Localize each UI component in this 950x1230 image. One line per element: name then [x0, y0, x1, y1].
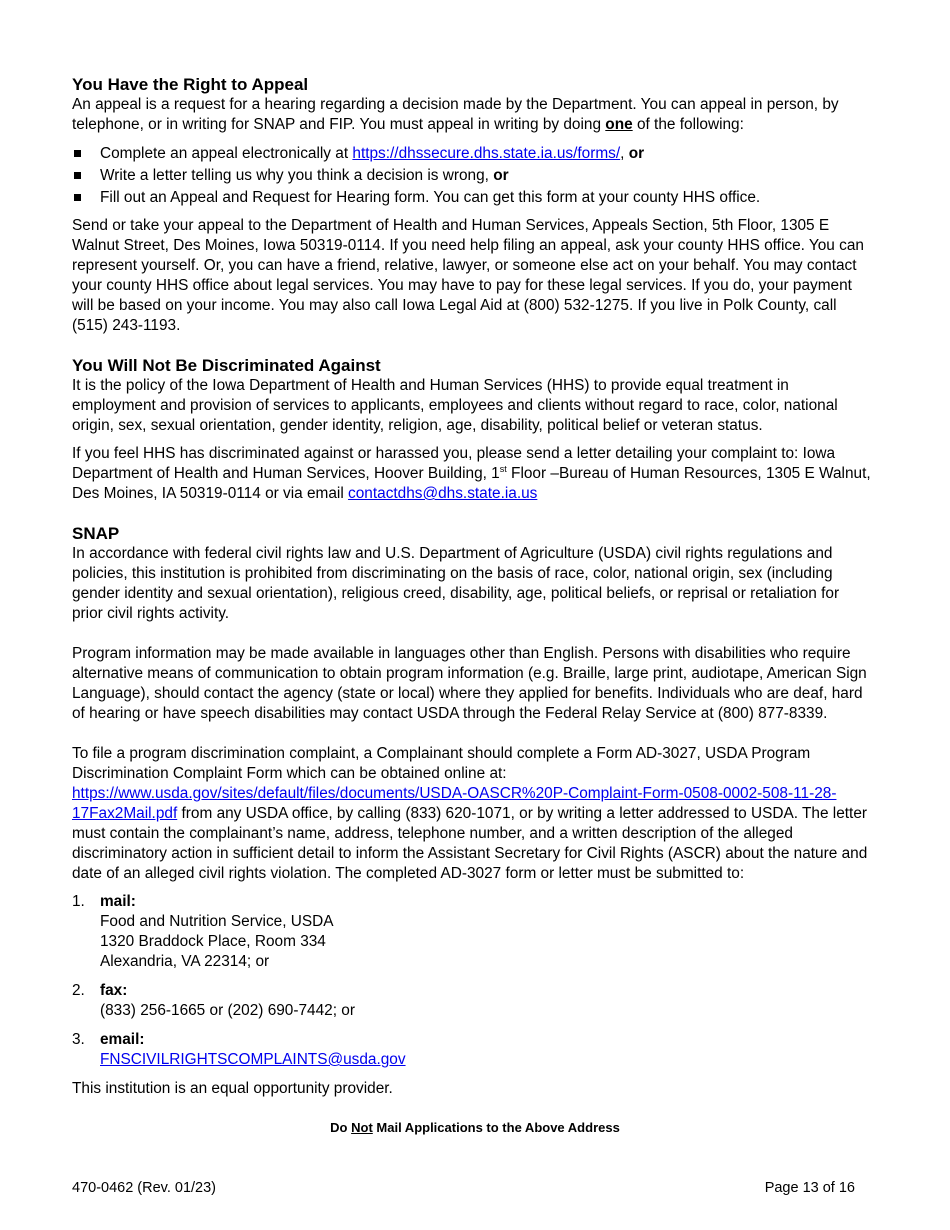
square-bullet-icon [74, 172, 81, 179]
square-bullet-icon [74, 150, 81, 157]
snap-program-info-paragraph: Program information may be made available in languages other than English. Persons with disabilities who require alternative means of communication to obtain program information (e.g. Braille, large print, audiotape, American Sign Language), should contact the agency (state or local) where they applied for benefits. Individuals who are deaf, hard of hearing or have speech disabilities may contact USDA through the Federal Relay Service at (800) 877-8339. [72, 645, 867, 722]
submission-methods-list [72, 892, 872, 1070]
fns-email-link[interactable]: FNSCIVILRIGHTSCOMPLAINTS@usda.gov [100, 1051, 406, 1068]
emphasis-one: one [605, 116, 633, 133]
list-item: Fill out an Appeal and Request for Hearing form. You can get this form at your county HHS office. [72, 188, 872, 208]
contact-email-link[interactable]: contactdhs@dhs.state.ia.us [348, 485, 538, 502]
email-label: email: [100, 1031, 145, 1048]
discrimination-complaint: If you feel HHS has discriminated against or harassed you, please send a letter detailing your complaint to: Iowa Department of Health and Human Services, Hoover Building, 1st Floor –Bureau of Human Resources, 1305 E Walnut, Des Moines, IA 50319-0114 or via email contactdhs@dhs.state.ia.us [72, 445, 871, 502]
discrimination-heading: You Will Not Be Discriminated Against [72, 356, 381, 375]
square-bullet-icon [74, 194, 81, 201]
form-number: 470-0462 (Rev. 01/23) [72, 1180, 217, 1196]
mail-label: mail: [100, 893, 136, 910]
mail-warning-note: Do Not Mail Applications to the Above Address [330, 1120, 620, 1135]
equal-opportunity-statement: This institution is an equal opportunity provider. [72, 1080, 393, 1097]
appeal-heading: You Have the Right to Appeal [72, 75, 309, 94]
snap-section [72, 524, 872, 1099]
list-item: 3. email: FNSCIVILRIGHTSCOMPLAINTS@usda.gov [72, 1030, 872, 1070]
appeal-send-paragraph: Send or take your appeal to the Department of Health and Human Services, Appeals Section, 5th Floor, 1305 E Walnut Street, Des Moines, Iowa 50319-0114. If you need help filing an appeal, ask your county HHS office. You can represent yourself. Or, you can have a friend, relative, lawyer, or someone else act on your behalf. You may contact your county HHS office about legal services. You may have to pay for these legal services. If you do, your payment will be based on your income. You may also call Iowa Legal Aid at (800) 532-1275. If you live in Polk County, call (515) 243-1193. [72, 217, 864, 334]
discrimination-section [72, 356, 872, 504]
list-item: 1. mail: Food and Nutrition Service, USDA 1320 Braddock Place, Room 334 Alexandria, VA 22314; or [72, 892, 872, 972]
document-body [72, 75, 872, 1099]
snap-complaint-paragraph: To file a program discrimination complaint, a Complainant should complete a Form AD-3027, USDA Program Discrimination Complaint Form which can be obtained online at: https://www.usda.gov/sites/default/files/documents/USDA-OASCR%20P-Complaint-Form-0508-0002-508-11-28-17Fax2Mail.pdf from any USDA office, by calling (833) 620-1071, or by writing a letter addressed to USDA. The letter must contain the complainant’s name, address, telephone number, and a written description of the alleged discriminatory action in sufficient detail to inform the Assistant Secretary for Civil Rights (ASCR) about the nature and date of an alleged civil rights violation. The completed AD-3027 form or letter must be submitted to: [72, 745, 868, 882]
appeal-forms-link[interactable]: https://dhssecure.dhs.state.ia.us/forms/ [352, 145, 621, 162]
list-item: 2. fax: (833) 256-1665 or (202) 690-7442; or [72, 981, 872, 1021]
appeal-section [72, 75, 872, 336]
list-item: Write a letter telling us why you think a decision is wrong, or [72, 166, 872, 186]
appeal-options-list [72, 144, 872, 208]
snap-heading: SNAP [72, 524, 120, 543]
appeal-intro: An appeal is a request for a hearing regarding a decision made by the Department. You can appeal in person, by telephone, or in writing for SNAP and FIP. You must appeal in writing by doing one of the following: [72, 96, 839, 133]
usda-complaint-form-link[interactable]: https://www.usda.gov/sites/default/files/documents/USDA-OASCR%20P-Complaint-Form-0508-0002-508-11-28-17Fax2Mail.pdf [72, 785, 837, 822]
snap-civil-rights-paragraph: In accordance with federal civil rights law and U.S. Department of Agriculture (USDA) civil rights regulations and policies, this institution is prohibited from discriminating on the basis of race, color, national origin, sex (including gender identity and sexual orientation), religious creed, disability, age, political beliefs, or reprisal or retaliation for prior civil rights activity. [72, 545, 840, 622]
page-number: Page 13 of 16 [764, 1180, 855, 1196]
discrimination-policy: It is the policy of the Iowa Department of Health and Human Services (HHS) to provide equal treatment in employment and provision of services to applicants, employees and clients without regard to race, color, national origin, sex, sexual orientation, gender identity, religion, age, disability, political belief or veteran status. [72, 377, 838, 434]
list-item: Complete an appeal electronically at https://dhssecure.dhs.state.ia.us/forms/, or [72, 144, 872, 164]
fax-label: fax: [100, 982, 128, 999]
